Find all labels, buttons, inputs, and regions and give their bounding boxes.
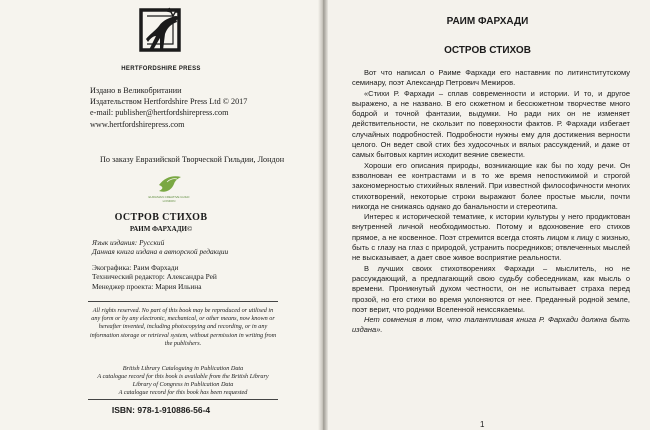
hertfordshire-press-logo (133, 6, 195, 64)
chapter-title: ОСТРОВ СТИХОВ (444, 45, 531, 56)
paragraph: Интерес к исторической тематике, к истории культуры у него продиктован внутренней личной необходимостью. Потому и вдохновение его стихов прямое, а не косвенное. Поэт стремится всегда стоять лицом к лицу с жизнью, быть с глазу на глаз с природой, устранить посредников; отвлеченных мыслей не высказывает, а дает свое живое восприятие реальности. (352, 212, 630, 263)
commission-line: По заказу Евразийской Творческой Гильдии, Лондон (100, 155, 285, 164)
imprint-line: Издано в Великобритании (90, 86, 182, 95)
body-text (352, 68, 630, 336)
paragraph: Хороши его описания природы, возникающие как бы по ходу речи. Он взволнован ее контрастами и в то же время непостижимой и строгой закономерностью стихийных явлений. При известной философичности многих стихотворений, некоторые строки выражают более простые мысли, почти никогда не снижаясь однако до банальности и стереотипа. (352, 160, 630, 211)
language-line (92, 238, 228, 247)
cip-line: A catalogue record for this book is available from the British Library (97, 373, 269, 380)
cip-block (88, 365, 278, 397)
credit-line: Экографика: Раим Фархади (92, 263, 179, 272)
imprint-website: www.hertfordshirepress.com (90, 119, 185, 129)
edition-note: Данная книга издана в авторской редакции (92, 247, 229, 257)
guild-logo-text: EURASIAN CREATIVE GUILD LONDON (148, 195, 190, 203)
chapter-author: РАИМ ФАРХАДИ (446, 16, 529, 27)
imprint-line: Издательством Hertfordshire Press Ltd © 2017 (90, 97, 248, 107)
paragraph: Вот что написал о Раиме Фархади его наставник по литинститутскому семинару, поэт Александр Петрович Межиров. (352, 68, 630, 88)
paragraph: Нет сомнения в том, что талантливая книга Р. Фархади должна быть издана». (352, 315, 630, 335)
book-title: ОСТРОВ СТИХОВ (114, 212, 208, 223)
copyright-notice: All rights reserved. No part of this book may be reproduced or utilised in any form or by any electronic, mechanical, or other means, now known or hereafter invented, including photocopying and recording, or in any information storage or retrieval system, without permission in writing from the publishers. (89, 307, 277, 347)
credits-block (92, 263, 217, 291)
book-author: РАИМ ФАРХАДИ© (129, 225, 193, 233)
language-label: Язык издания: (92, 238, 138, 247)
divider (88, 301, 278, 302)
divider (88, 399, 278, 400)
isbn: ISBN: 978-1-910886-56-4 (111, 405, 211, 415)
cip-line: British Library Cataloguing in Publication Data (122, 365, 244, 372)
publisher-name: HERTFORDSHIRE PRESS (121, 66, 201, 72)
cip-line: Library of Congress in Publication Data (132, 381, 234, 388)
imprint-block (90, 85, 247, 130)
language-block (92, 238, 228, 257)
page-number: 1 (480, 420, 485, 429)
credit-line: Технический редактор: Александра Рей (92, 272, 217, 282)
cip-line: A catalogue record for this book has been requested (118, 389, 248, 396)
paragraph: «Стихи Р. Фархади – сплав современности и истории. И то, и другое выражено, а не названо. В его сюжетном и бессюжетном творчестве много бодрой и точной фантазии, выдумки. Но ради них он не изменяет действительности, не скользит по поверхности фактов. Р. Фархади избегает случайных подробностей. Подробности нужны ему для достижения верности целого. Он ведет свой стих без худосочных и вялых рассуждений, и даже от самых бытовых картин исходит веяние свежести. (352, 88, 630, 160)
imprint-email: e-mail: publisher@hertfordshirepress.com (90, 108, 229, 118)
paragraph: В лучших своих стихотворениях Фархади – мыслитель, но не рассуждающий, а предлагающий свою судьбу собеседникам, как мысль о времени. Проникнутый духом честности, он не испытывает страха перед прозой, но его стихи во время уклоняются от нее. Преданный родной земле, поэт верит, что родники Вселенной неиссякаемы. (352, 263, 630, 314)
credit-line: Менеджер проекта: Мария Ильина (92, 281, 202, 291)
language-value: Русский (139, 238, 165, 247)
